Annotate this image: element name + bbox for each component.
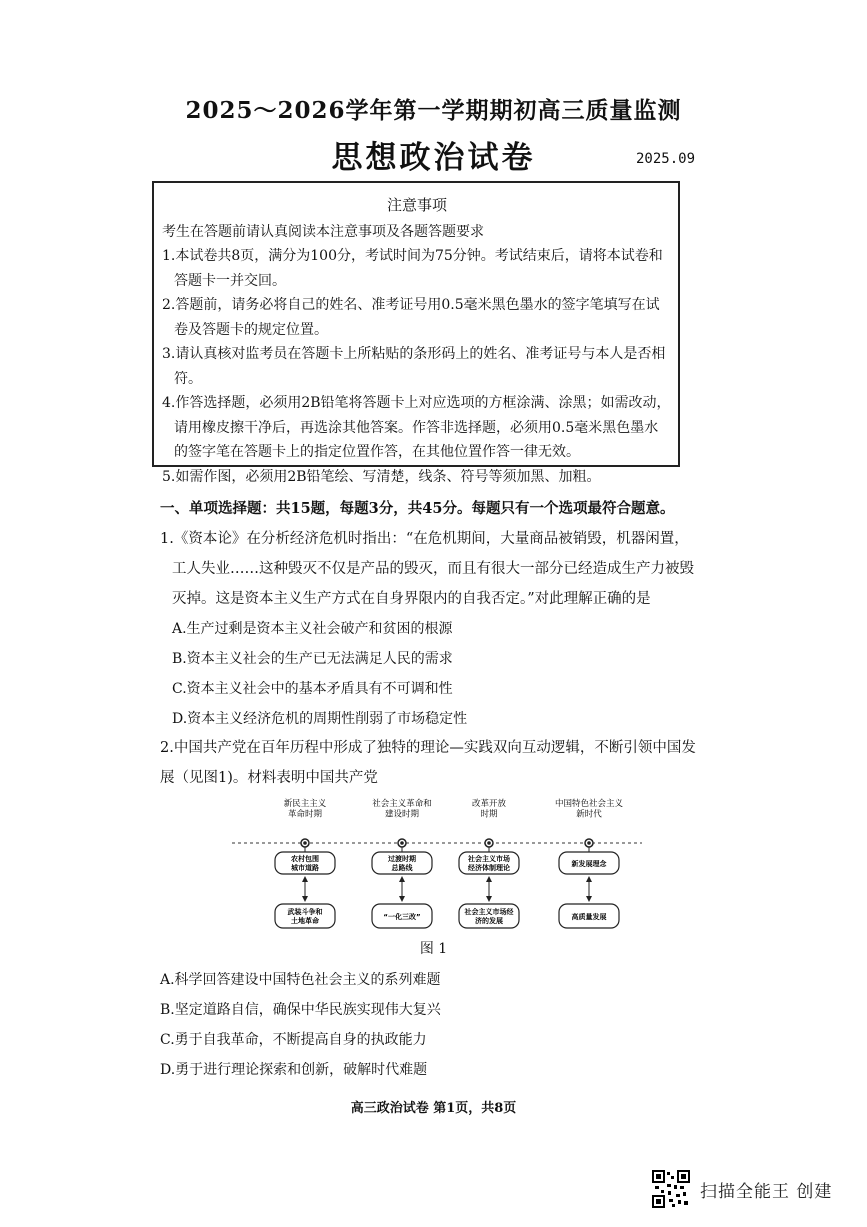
- notice-item: 2.答题前，请务必将自己的姓名、准考证号用0.5毫米黑色墨水的签字笔填写在试卷及答题卡的规定位置。: [162, 297, 660, 338]
- practice-label: 社会主义市场经济的发展: [464, 908, 514, 925]
- notice-item: 4.作答选择题，必须用2B铅笔将答题卡上对应选项的方框涂满、涂黑；如需改动，请用橡皮擦干净后，再选涂其他答案。作答非选择题，必须用0.5毫米黑色墨水的签字笔在答题卡上的指定位置作答，在其他位置作答一律无效。: [162, 395, 671, 460]
- theory-label: 新发展理念: [571, 860, 607, 868]
- exam-date: 2025.09: [636, 151, 696, 167]
- question-2-stem: 2.中国共产党在百年历程中形成了独特的理论—实践双向互动逻辑，不断引领中国发展（见图1)。材料表明中国共产党: [160, 740, 696, 786]
- theory-label: 农村包围城市道路: [291, 855, 319, 872]
- option-c: C.资本主义社会中的基本矛盾具有不可调和性: [172, 681, 453, 697]
- arrow-up-icon: [586, 876, 592, 882]
- scanner-watermark: [652, 1170, 832, 1208]
- question-1: [160, 524, 700, 734]
- arrow-down-icon: [399, 896, 405, 902]
- option-c: C.勇于自我革命，不断提高自身的执政能力: [160, 1032, 427, 1048]
- timeline-node-dot: [303, 841, 307, 845]
- arrow-down-icon: [586, 896, 592, 902]
- arrow-up-icon: [486, 876, 492, 882]
- notice-intro: 考生在答题前请认真阅读本注意事项及各题答题要求: [162, 223, 484, 240]
- option-b: B.资本主义社会的生产已无法满足人民的需求: [172, 651, 453, 667]
- option-b: B.坚定道路自信，确保中华民族实现伟大复兴: [160, 1002, 441, 1018]
- page-footer: 高三政治试卷 第1页，共8页: [350, 1101, 517, 1116]
- period-label: 改革开放时期: [471, 799, 507, 820]
- arrow-down-icon: [302, 896, 308, 902]
- arrow-up-icon: [399, 876, 405, 882]
- theory-label: 社会主义市场经济体制理论: [468, 855, 510, 872]
- arrow-down-icon: [486, 896, 492, 902]
- option-d: D.勇于进行理论探索和创新，破解时代难题: [160, 1062, 428, 1078]
- notice-item: 5.如需作图，必须用2B铅笔绘、写清楚，线条、符号等须加黑、加粗。: [162, 468, 601, 485]
- practice-label: “一化三改”: [383, 913, 421, 921]
- exam-title-line1: 2025～2026学年第一学期期初高三质量监测: [185, 97, 682, 124]
- arrow-up-icon: [302, 876, 308, 882]
- option-d: D.资本主义经济危机的周期性削弱了市场稳定性: [172, 711, 468, 727]
- practice-label: 武装斗争和土地革命: [287, 908, 323, 925]
- qr-code-icon: [652, 1170, 690, 1208]
- figure-caption: 图 1: [419, 941, 448, 957]
- period-label: 新民主主义革命时期: [283, 799, 327, 820]
- question-stem: 1.《资本论》在分析经济危机时指出：“在危机期间，大量商品被销毁，机器闲置，工人失业……这种毁灭不仅是产品的毁灭，而且有很大一部分已经造成生产力被毁灭掉。这是资本主义生产方式在自身界限内的自我否定。”对此理解正确的是: [160, 531, 694, 607]
- notice-item: 1.本试卷共8页，满分为100分，考试时间为75分钟。考试结束后，请将本试卷和答题卡一并交回。: [162, 248, 663, 289]
- period-label: 社会主义革命和建设时期: [372, 799, 432, 820]
- exam-title-subject: 思想政治试卷: [331, 140, 536, 176]
- option-a: A.科学回答建设中国特色社会主义的系列难题: [160, 972, 441, 988]
- practice-label: 高质量发展: [571, 913, 607, 921]
- watermark-text: 扫描全能王 创建: [700, 1181, 833, 1202]
- notice-box: [152, 181, 680, 485]
- notice-item: 3.请认真核对监考员在答题卡上所粘贴的条形码上的姓名、准考证号与本人是否相符。: [162, 346, 666, 387]
- section-heading: 一、单项选择题：共15题，每题3分，共45分。每题只有一个选项最符合题意。: [160, 500, 675, 517]
- figure-1: [232, 794, 642, 944]
- question-2-options: [160, 965, 700, 1085]
- period-label: 中国特色社会主义新时代: [554, 799, 624, 820]
- timeline-node-dot: [400, 841, 404, 845]
- timeline-diagram: [232, 794, 642, 944]
- option-a: A.生产过剩是资本主义社会破产和贫困的根源: [172, 621, 453, 637]
- timeline-node-dot: [487, 841, 491, 845]
- theory-label: 过渡时期总路线: [388, 855, 416, 872]
- timeline-node-dot: [587, 841, 591, 845]
- notice-title: 注意事项: [386, 196, 447, 214]
